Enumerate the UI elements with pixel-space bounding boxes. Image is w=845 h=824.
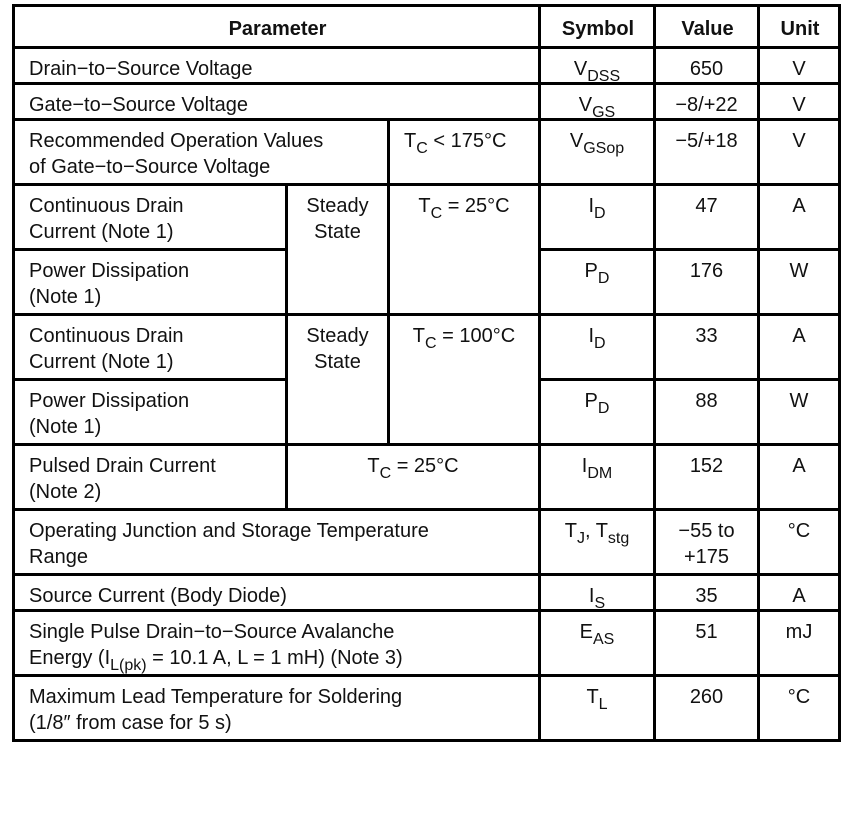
value-cell: 35 (655, 575, 759, 611)
param-cell: Power Dissipation (Note 1) (14, 250, 287, 315)
table-row (14, 510, 840, 575)
value-cell: 88 (655, 380, 759, 445)
table-row (14, 676, 840, 741)
symbol-cell: $V_{DSS}$ (540, 48, 655, 84)
condition-cell: $T_C < 175^\circ C$ (389, 120, 540, 185)
header-value: Value (655, 6, 759, 48)
unit-cell: V (759, 48, 840, 84)
unit-cell: A (759, 575, 840, 611)
symbol-cell: $P_D$ (540, 380, 655, 445)
unit-cell: W (759, 380, 840, 445)
symbol-cell: $V_{GS}$ (540, 84, 655, 120)
symbol-cell: $I_D$ (540, 185, 655, 250)
table-row (14, 84, 840, 120)
state-cell: Steady State (287, 315, 389, 445)
condition-cell: $T_C = 100^\circ C$ (389, 315, 540, 445)
unit-cell: °C (759, 510, 840, 575)
condition-cell: $T_C = 25^\circ C$ (389, 185, 540, 315)
condition-cell: $T_C = 25^\circ C$ (287, 445, 540, 510)
symbol-cell: $E_{AS}$ (540, 611, 655, 676)
param-cell: Continuous Drain Current (Note 1) (14, 315, 287, 380)
value-cell: 47 (655, 185, 759, 250)
table-row (14, 185, 840, 250)
unit-cell: W (759, 250, 840, 315)
symbol-cell: $T_L$ (540, 676, 655, 741)
table-row (14, 120, 840, 185)
symbol-cell: $I_S$ (540, 575, 655, 611)
unit-cell: A (759, 315, 840, 380)
value-cell: −8/+22 (655, 84, 759, 120)
value-cell: 650 (655, 48, 759, 84)
value-cell: −55 to +175 (655, 510, 759, 575)
value-cell: 33 (655, 315, 759, 380)
table-row (14, 575, 840, 611)
value-cell: 51 (655, 611, 759, 676)
symbol-cell: $I_D$ (540, 315, 655, 380)
symbol-cell: $P_D$ (540, 250, 655, 315)
param-cell: Operating Junction and Storage Temperature Range (14, 510, 540, 575)
header-parameter: Parameter (14, 6, 540, 48)
unit-cell: mJ (759, 611, 840, 676)
param-cell: Power Dissipation (Note 1) (14, 380, 287, 445)
value-cell: −5/+18 (655, 120, 759, 185)
value-cell: 260 (655, 676, 759, 741)
table-row (14, 315, 840, 380)
symbol-cell: $I_{DM}$ (540, 445, 655, 510)
symbol-cell: $V_{GSop}$ (540, 120, 655, 185)
param-cell: Drain−to−Source Voltage (14, 48, 540, 84)
param-cell: Gate−to−Source Voltage (14, 84, 540, 120)
param-cell: Maximum Lead Temperature for Soldering (1/8″ from case for 5 s) (14, 676, 540, 741)
table-row (14, 48, 840, 84)
header-unit: Unit (759, 6, 840, 48)
param-cell: Source Current (Body Diode) (14, 575, 540, 611)
param-cell: Pulsed Drain Current (Note 2) (14, 445, 287, 510)
unit-cell: A (759, 185, 840, 250)
value-cell: 176 (655, 250, 759, 315)
header-symbol: Symbol (540, 6, 655, 48)
table-row (14, 445, 840, 510)
value-cell: 152 (655, 445, 759, 510)
table-row (14, 611, 840, 676)
state-cell: Steady State (287, 185, 389, 315)
symbol-cell: $T_J$, $T_{stg}$ (540, 510, 655, 575)
unit-cell: °C (759, 676, 840, 741)
param-cell: Recommended Operation Values of Gate−to−Source Voltage (14, 120, 389, 185)
param-cell: Single Pulse Drain−to−Source Avalanche Energy ($I_{L(pk)} = 10.1$ A, L = 1 mH) (Note 3) (14, 611, 540, 676)
unit-cell: A (759, 445, 840, 510)
header-row (14, 6, 840, 48)
param-cell: Continuous Drain Current (Note 1) (14, 185, 287, 250)
unit-cell: V (759, 120, 840, 185)
max-ratings-table (12, 4, 841, 742)
unit-cell: V (759, 84, 840, 120)
